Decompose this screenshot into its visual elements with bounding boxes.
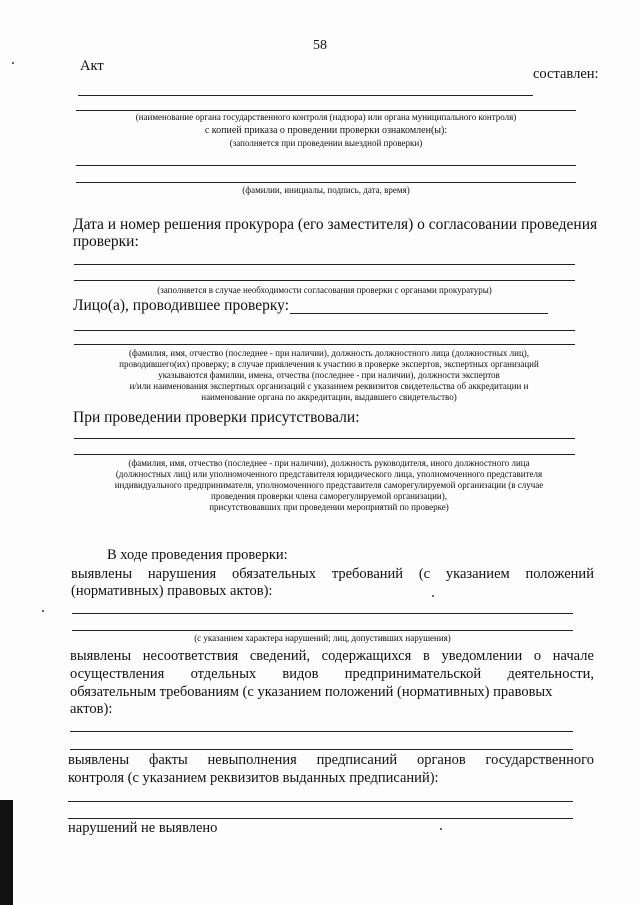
mismatch-line-3: обязательным требованиям (с указанием положений (нормативных) правовых [70, 684, 553, 700]
violation-nature-caption: (с указанием характера нарушений; лиц, допустивших нарушения) [194, 633, 451, 643]
present-caption: (фамилия, имя, отчество (последнее - при наличии), должность руководителя, иного должностного лица [128, 458, 530, 468]
blank-line [74, 438, 575, 439]
inspector-caption: наименование органа по аккредитации, выдавшего свидетельство) [201, 392, 457, 402]
prosecutor-caption: (заполняется в случае необходимости согласования проверки с органами прокуратуры) [157, 285, 492, 295]
blank-line [290, 313, 548, 314]
inspector-caption: и/или наименования экспертных организаций с указанием реквизитов свидетельства об аккредитации и [129, 381, 529, 391]
inspector-caption: проводившего(их) проверку; в случае привлечения к участию в проверке экспертов, экспертных организаций [119, 359, 539, 369]
order-copy-text: с копией приказа о проведении проверки ознакомлен(ы): [204, 125, 448, 136]
during-heading: В ходе проведения проверки: [107, 547, 288, 563]
blank-line [74, 330, 575, 331]
blank-line [76, 110, 576, 111]
present-caption: присутствовавших при проведении мероприятий по проверке) [209, 502, 449, 512]
mismatch-line-1: выявлены несоответствия сведений, содержащихся в уведомлении о начале [70, 648, 594, 664]
prosecutor-text: Дата и номер решения прокурора (его заместителя) о согласовании проведения [73, 216, 598, 233]
present-caption: (должностных лиц) или уполномоченного представителя юридического лица, уполномоченного представителя [115, 469, 543, 479]
blank-line [76, 165, 576, 166]
scan-speck [440, 828, 442, 830]
mismatch-line-2: осуществления отдельных видов предпринимательской деятельности, [70, 666, 594, 682]
fio-sign-caption: (фамилии, инициалы, подпись, дата, время) [242, 185, 410, 195]
organ-caption: (наименование органа государственного контроля (надзора) или органа муниципального контроля) [135, 112, 517, 122]
scan-speck [12, 62, 14, 64]
blank-line [74, 264, 575, 265]
violations-line-1: выявлены нарушения обязательных требований (с указанием положений [71, 566, 594, 582]
blank-line [74, 344, 575, 345]
unfulfilled-line-2: контроля (с указанием реквизитов выданных предписаний): [68, 770, 439, 786]
act-label: Акт [80, 58, 104, 74]
present-label: При проведении проверки присутствовали: [73, 409, 360, 426]
blank-line [68, 801, 573, 802]
mismatch-line-4: актов): [70, 701, 113, 717]
inspector-label: Лицо(а), проводившее проверку: [73, 297, 290, 314]
compiled-label: составлен: [533, 66, 599, 82]
unfulfilled-line-1: выявлены факты невыполнения предписаний органов государственного [68, 752, 594, 768]
blank-line [68, 818, 573, 819]
blank-line [78, 95, 533, 96]
scan-edge-shadow [0, 800, 13, 905]
blank-line [70, 749, 573, 750]
blank-line [76, 182, 576, 183]
no-violations-text: нарушений не выявлено [68, 820, 218, 836]
violations-line-2: (нормативных) правовых актов): [71, 583, 273, 599]
scan-speck [432, 595, 434, 597]
blank-line [72, 630, 573, 631]
scan-speck [42, 610, 44, 612]
blank-line [72, 613, 573, 614]
inspector-caption: указываются фамилии, имена, отчества (последнее - при наличии), должности экспертов [158, 370, 500, 380]
prosecutor-text-2: проверки: [73, 233, 139, 250]
blank-line [74, 454, 575, 455]
inspector-caption: (фамилия, имя, отчество (последнее - при наличии), должность должностного лица (должностных лиц), [128, 348, 530, 358]
blank-line [74, 280, 575, 281]
onsite-caption: (заполняется при проведении выездной проверки) [229, 138, 423, 148]
present-caption: проведения проверки члена саморегулируемой организации), [211, 491, 447, 501]
blank-line [70, 731, 573, 732]
page-number: 58 [313, 38, 327, 53]
present-caption: индивидуального предпринимателя, уполномоченного представителя саморегулируемой организации (в случае [114, 480, 544, 490]
